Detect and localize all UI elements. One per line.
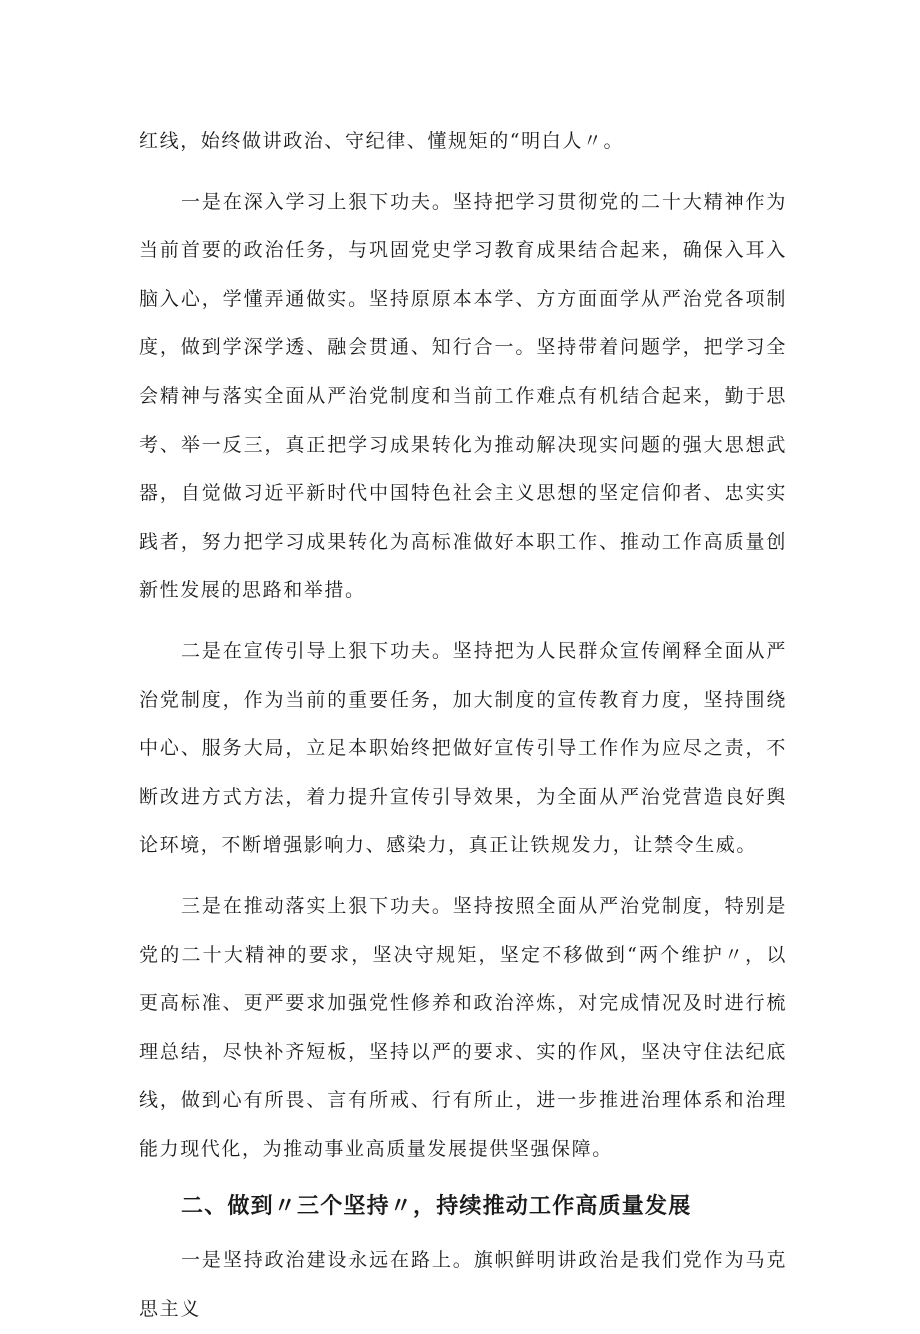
paragraph-political-building: 一是坚持政治建设永远在路上。旗帜鲜明讲政治是我们党作为马克思主义 (139, 1249, 787, 1321)
continuation-paragraph: 红线，始终做讲政治、守纪律、懂规矩的“明白人〃。 (139, 130, 625, 152)
document-page (139, 117, 787, 1334)
paragraph-study: 一是在深入学习上狠下功夫。坚持把学习贯彻党的二十大精神作为当前首要的政治任务，与巩固党史学习教育成果结合起来，确保入耳入脑入心，学懂弄通做实。坚持原原本本学、方方面面学从严治党各项制度，做到学深学透、融会贯通、知行合一。坚持带着问题学，把学习全会精神与落实全面从严治党制度和当前工作难点有机结合起来，勤于思考、举一反三，真正把学习成果转化为推动解决现实问题的强大思想武器，自觉做习近平新时代中国特色社会主义思想的坚定信仰者、忠实实践者，努力把学习成果转化为高标准做好本职工作、推动工作高质量创新性发展的思路和举措。 (139, 190, 787, 602)
paragraph-implementation: 三是在推动落实上狠下功夫。坚持按照全面从严治党制度，特别是党的二十大精神的要求，坚决守规矩，坚定不移做到“两个维护〃，以更高标准、更严要求加强党性修养和政治淬炼，对完成情况及时进行梳理总结，尽快补齐短板，坚持以严的要求、实的作风，坚决守住法纪底线，做到心有所畏、言有所戒、行有所止，进一步推进治理体系和治理能力现代化，为推动事业高质量发展提供坚强保障。 (139, 894, 787, 1160)
paragraph-publicity: 二是在宣传引导上狠下功夫。坚持把为人民群众宣传阐释全面从严治党制度，作为当前的重要任务，加大制度的宣传教育力度，坚持围绕中心、服务大局，立足本职始终把做好宣传引导工作作为应尽之责，不断改进方式方法，着力提升宣传引导效果，为全面从严治党营造良好舆论环境，不断增强影响力、感染力，真正让铁规发力，让禁令生威。 (139, 639, 787, 857)
section-heading: 二、做到〃三个坚持〃，持续推动工作高质量发展 (181, 1193, 692, 1220)
